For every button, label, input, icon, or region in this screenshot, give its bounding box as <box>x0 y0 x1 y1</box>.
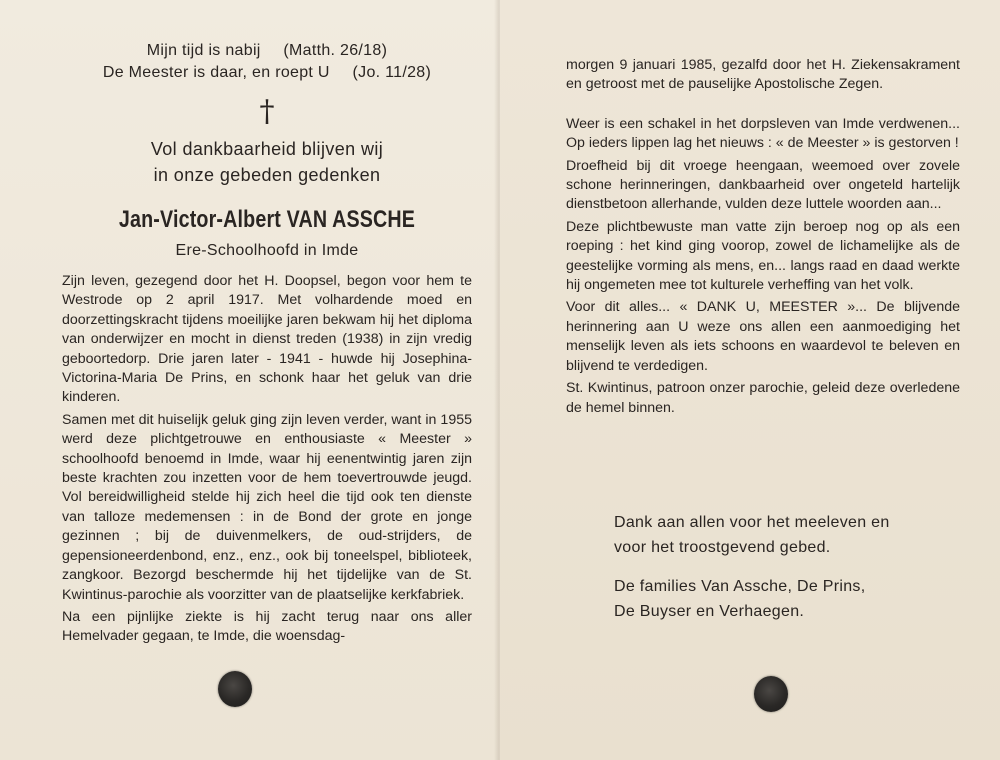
memory-line-1: Vol dankbaarheid blijven wij <box>150 139 384 159</box>
paragraph: Voor dit alles... « DANK U, MEESTER »... De blijvende herinnering aan U weze ons allen een aanmoediging het menselijk leven als iets schoons en waardevol te beleven en blijvend te verdedigen. <box>566 299 960 374</box>
punch-hole <box>218 671 252 707</box>
quote-reference: (Matth. 26/18) <box>283 42 388 59</box>
families-line: De families Van Assche, De Prins, <box>614 577 866 595</box>
paragraph: Droefheid bij dit vroege heengaan, weemoed over zovele schone herinneringen, dankbaarheid over ongeteld hartelijk dienstbetoon allerhande, vulden deze luttele woorden aan... <box>566 157 960 213</box>
cross-icon: † <box>259 94 275 129</box>
punch-hole <box>754 676 788 712</box>
paragraph: St. Kwintinus, patroon onzer parochie, geleid deze overledene de hemel binnen. <box>566 380 960 416</box>
deceased-name: Jan-Victor-Albert VAN ASSCHE <box>118 206 416 233</box>
quote-text: De Meester is daar, en roept U <box>102 64 330 81</box>
scripture-quote-1 <box>62 40 472 62</box>
paragraph: Samen met dit huiselijk geluk ging zijn leven verder, want in 1955 werd deze plichtgetrouwe en enthousiaste « Meester » schoolhoofd benoemd in Imde, waar hij eenentwintig jaren zijn beste krachten zou inzetten voor de hem toevertrouwde jeugd. Vol bereidwilligheid stelde hij zich heel die tijd ook ten dienste van talloze medemensen : in de Bond der grote en jonge gezinnen ; bij de duivenmelkers, de oud-strijders, de gepensioneerdenbond, enz., enz., ook bij toneelspel, biblioteek, zangkoor. Bezorgd beschermde hij het tijdelijke van de St. Kwintinus-parochie als voorzitter van de plaatselijke kerkfabriek. <box>62 411 472 603</box>
families-signature <box>566 574 960 624</box>
thanks-line: voor het troostgevend gebed. <box>614 538 831 556</box>
paragraph: Zijn leven, gezegend door het H. Doopsel, begon voor hem te Westrode op 2 april 1917. Met volhardende moed en doorzettingskracht tijdens moeilijke jaren bekwam hij het diploma van onderwijzer en mocht in dienst treden (1938) in zijn vredig geboortedorp. Drie jaren later - 1941 - huwde hij Josephina-Victorina-Maria De Prins, en schonk haar het geluk van drie kinderen. <box>62 273 472 406</box>
right-page <box>500 0 1000 760</box>
quote-text: Mijn tijd is nabij <box>146 42 261 59</box>
paragraph: Deze plichtbewuste man vatte zijn beroep nog op als een roeping : het kind ging voorop, zowel de lichamelijke als de geestelijke vorming als mens, en... langs raad en daad werkte hij ongemeten mee tot kulturele verheffing van het volk. <box>566 218 960 294</box>
paragraph: Na een pijnlijke ziekte is hij zacht terug naar ons aller Hemelvader gegaan, te Imde, die woensdag- <box>62 608 472 645</box>
paragraph: morgen 9 januari 1985, gezalfd door het H. Ziekensakrament en getroost met de pauselijke Apostolische Zegen. <box>566 57 960 93</box>
thanks-note <box>566 510 960 560</box>
tribute-text <box>566 56 960 418</box>
deceased-role: Ere-Schoolhoofd in Imde <box>175 242 359 259</box>
quote-reference: (Jo. 11/28) <box>352 64 432 81</box>
memory-line-2: in onze gebeden gedenken <box>153 165 381 185</box>
scripture-quote-2 <box>62 62 472 84</box>
thanks-line: Dank aan allen voor het meeleven en <box>614 513 890 531</box>
biography-text <box>62 272 472 647</box>
families-line: De Buyser en Verhaegen. <box>614 602 805 620</box>
paragraph: Weer is een schakel in het dorpsleven van Imde verdwenen... Op ieders lippen lag het nieuws : « de Meester » is gestorven ! <box>566 115 960 152</box>
